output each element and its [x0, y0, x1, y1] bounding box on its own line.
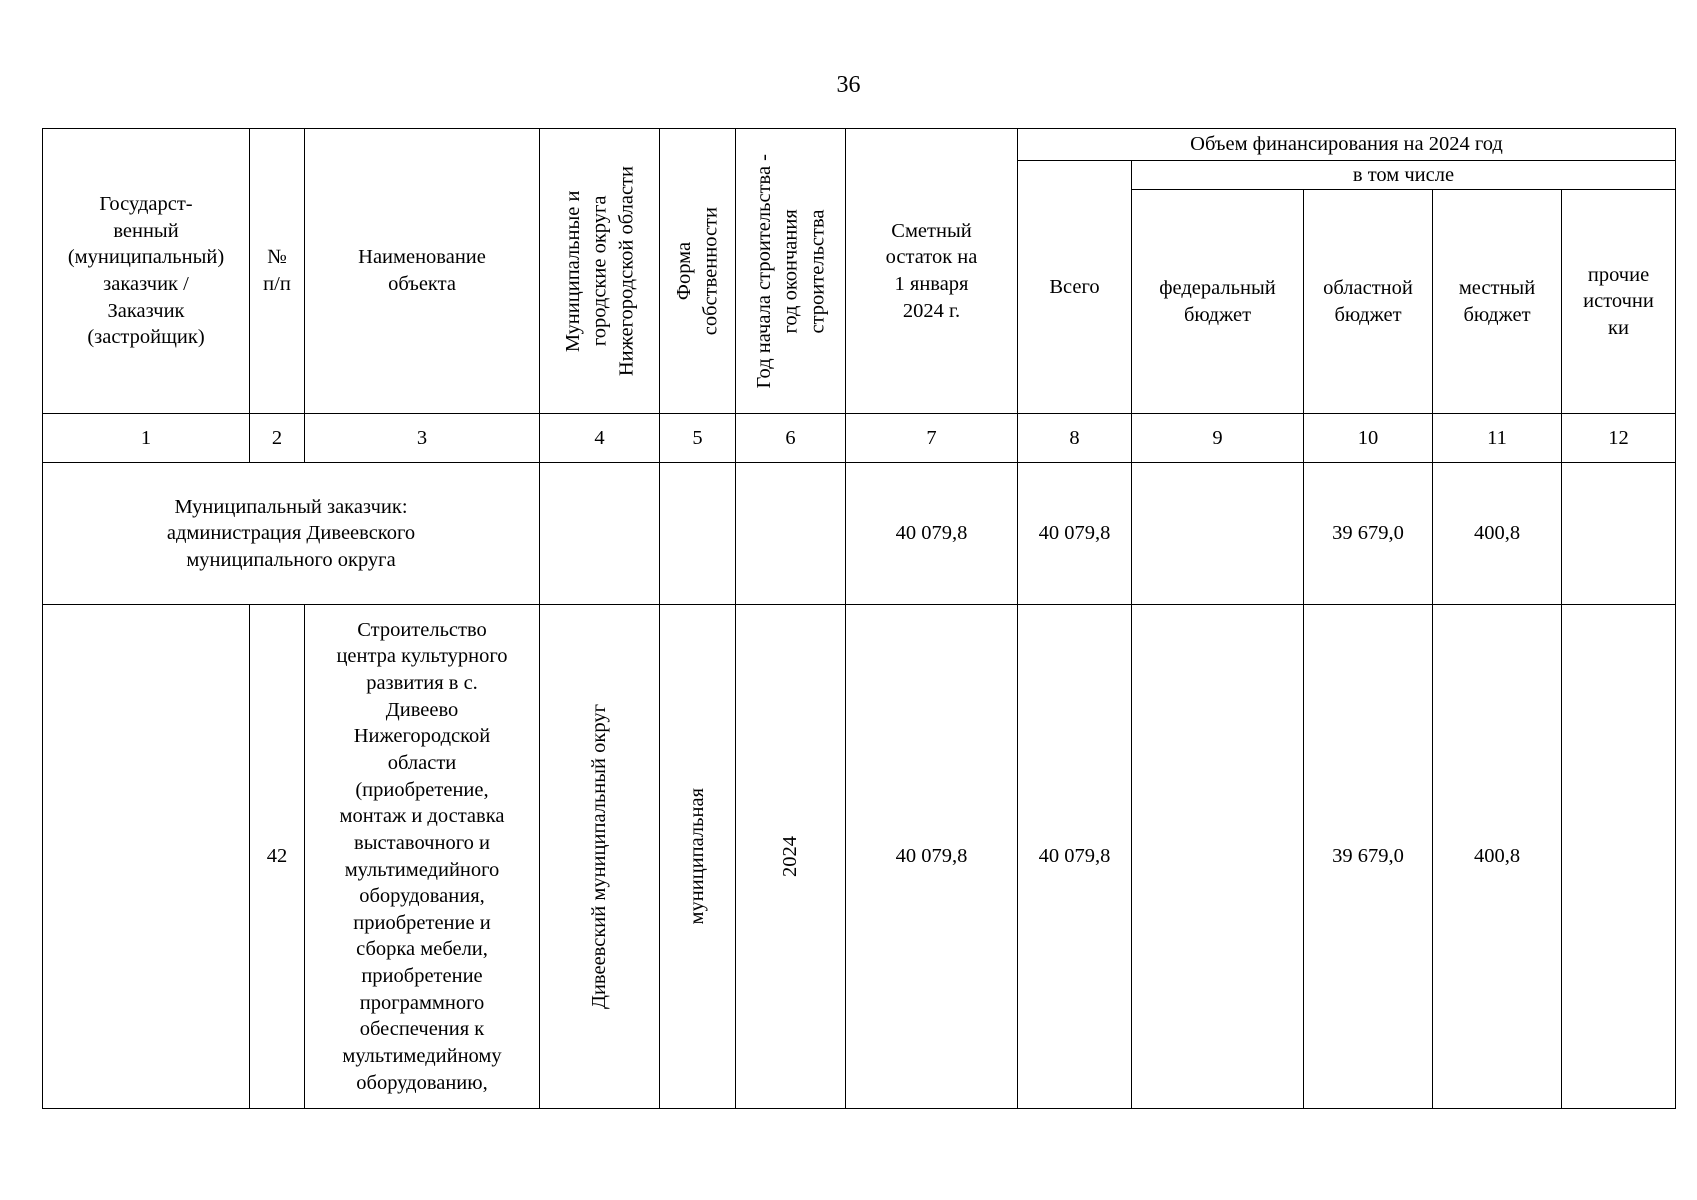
column-number: 5: [660, 414, 736, 463]
header-total: Всего: [1018, 161, 1132, 414]
summary-local: 400,8: [1433, 463, 1562, 605]
header-customer: Государст- венный (муниципальный) заказчик / Заказчик (застройщик): [43, 129, 250, 414]
header-estimate-balance: Сметный остаток на 1 января 2024 г.: [846, 129, 1018, 414]
summary-municipality: [540, 463, 660, 605]
item-estimate: 40 079,8: [846, 605, 1018, 1109]
item-object-name: Строительство центра культурного развития в с. Дивеево Нижегородской области (приобретение, монтаж и доставка выставочного и мультимедийного оборудования, приобретение и сборка мебели, приобретение программного обеспечения к мультимедийному оборудованию,: [305, 605, 540, 1109]
header-row-number: № п/п: [250, 129, 305, 414]
item-other: [1562, 605, 1676, 1109]
item-customer: [43, 605, 250, 1109]
column-number: 3: [305, 414, 540, 463]
column-number: 9: [1132, 414, 1304, 463]
column-number: 11: [1433, 414, 1562, 463]
summary-customer-label: Муниципальный заказчик: администрация Дивеевского муниципального округа: [43, 463, 540, 605]
column-number: 7: [846, 414, 1018, 463]
column-number: 1: [43, 414, 250, 463]
column-number: 4: [540, 414, 660, 463]
header-municipalities: Муниципальные и городские округа Нижегородской области: [540, 129, 660, 414]
summary-years: [736, 463, 846, 605]
item-local: 400,8: [1433, 605, 1562, 1109]
summary-ownership: [660, 463, 736, 605]
column-number: 10: [1304, 414, 1433, 463]
page-number: 36: [836, 72, 861, 98]
column-number: 8: [1018, 414, 1132, 463]
item-years: 2024: [736, 605, 846, 1109]
header-federal-budget: федеральный бюджет: [1132, 190, 1304, 414]
header-construction-years: Год начала строительства - год окончания строительства: [736, 129, 846, 414]
summary-estimate: 40 079,8: [846, 463, 1018, 605]
summary-regional: 39 679,0: [1304, 463, 1433, 605]
header-other-sources: прочие источни ки: [1562, 190, 1676, 414]
header-including: в том числе: [1132, 161, 1676, 190]
header-ownership: Форма собственности: [660, 129, 736, 414]
column-number: 2: [250, 414, 305, 463]
header-regional-budget: областной бюджет: [1304, 190, 1433, 414]
summary-total: 40 079,8: [1018, 463, 1132, 605]
column-number: 12: [1562, 414, 1676, 463]
header-local-budget: местный бюджет: [1433, 190, 1562, 414]
column-number: 6: [736, 414, 846, 463]
header-object-name: Наименование объекта: [305, 129, 540, 414]
item-total: 40 079,8: [1018, 605, 1132, 1109]
summary-other: [1562, 463, 1676, 605]
item-ownership: муниципальная: [660, 605, 736, 1109]
item-number: 42: [250, 605, 305, 1109]
item-municipality: Дивеевский муниципальный округ: [540, 605, 660, 1109]
header-funding-group: Объем финансирования на 2024 год: [1018, 129, 1676, 161]
item-regional: 39 679,0: [1304, 605, 1433, 1109]
item-federal: [1132, 605, 1304, 1109]
column-number-row: [43, 414, 1676, 463]
item-row: [43, 605, 1676, 1109]
summary-federal: [1132, 463, 1304, 605]
summary-row: [43, 463, 1676, 605]
financing-table: [42, 128, 1676, 1109]
